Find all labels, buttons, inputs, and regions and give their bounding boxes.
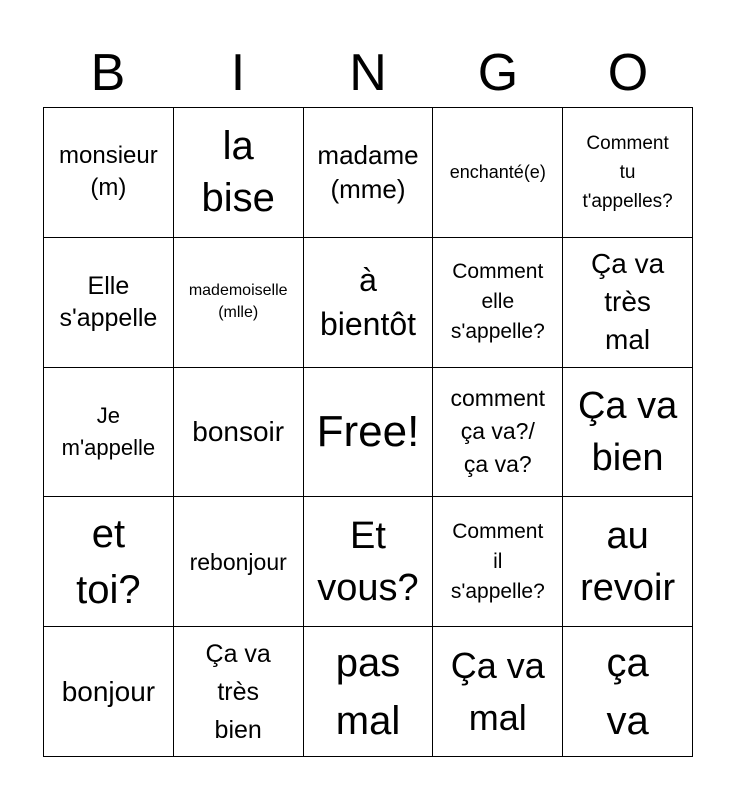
cell-text: Elle s'appelle [59,272,158,333]
header-letter-n: N [349,44,387,102]
cell-text: et toi? [76,511,141,612]
header-letter-o: O [607,44,649,102]
cell-text: comment ça va?/ ça va? [450,385,546,478]
header-letter-i: I [230,44,246,102]
cell-text: Free! [316,406,420,456]
bingo-cell[interactable] [304,368,434,498]
cell-text: mademoiselle (mlle) [188,282,288,322]
bingo-cell[interactable] [563,627,693,757]
bingo-cell[interactable] [174,108,304,238]
cell-text: pas mal [335,640,401,743]
bingo-cell[interactable] [563,238,693,368]
cell-text: madame (mme) [317,140,419,205]
cell-text: à bientôt [319,262,417,343]
bingo-cell[interactable] [563,497,693,627]
bingo-cell[interactable] [44,368,174,498]
cell-text: Comment tu t'appelles? [582,132,673,212]
cell-text: la bise [201,124,275,221]
cell-text: rebonjour [189,548,287,575]
bingo-cell[interactable] [304,497,434,627]
bingo-header [43,40,693,106]
bingo-cell[interactable] [44,238,174,368]
cell-text: monsieur (m) [59,142,158,202]
bingo-cell[interactable] [304,108,434,238]
cell-text: ça va [606,640,649,743]
cell-text: bonjour [61,675,156,707]
bingo-cell[interactable] [433,627,563,757]
cell-text: Ça va très bien [205,639,271,744]
bingo-cell[interactable] [304,627,434,757]
bingo-cell[interactable] [44,627,174,757]
cell-text: Et vous? [317,514,419,609]
cell-text: Ça va mal [450,644,545,738]
cell-text: Comment elle s'appelle? [450,260,545,344]
bingo-cell[interactable] [563,368,693,498]
bingo-cell[interactable] [174,627,304,757]
bingo-cell[interactable] [44,108,174,238]
bingo-cell[interactable] [174,497,304,627]
cell-text: Ça va très mal [591,248,665,356]
bingo-cell[interactable] [433,497,563,627]
bingo-cell[interactable] [174,238,304,368]
cell-text: Ça va bien [577,384,678,479]
bingo-cell[interactable] [433,368,563,498]
bingo-cell[interactable] [44,497,174,627]
cell-text: enchanté(e) [449,162,546,183]
cell-text: Je m'appelle [61,402,156,460]
cell-text: bonsoir [192,415,285,447]
bingo-cell[interactable] [174,368,304,498]
bingo-cell[interactable] [304,238,434,368]
cell-text: au revoir [580,514,676,609]
bingo-grid [43,107,693,757]
header-letter-b: B [90,44,126,102]
bingo-cell[interactable] [433,238,563,368]
cell-text: Comment il s'appelle? [450,519,545,603]
header-letter-g: G [477,44,519,102]
bingo-cell[interactable] [433,108,563,238]
bingo-cell[interactable] [563,108,693,238]
